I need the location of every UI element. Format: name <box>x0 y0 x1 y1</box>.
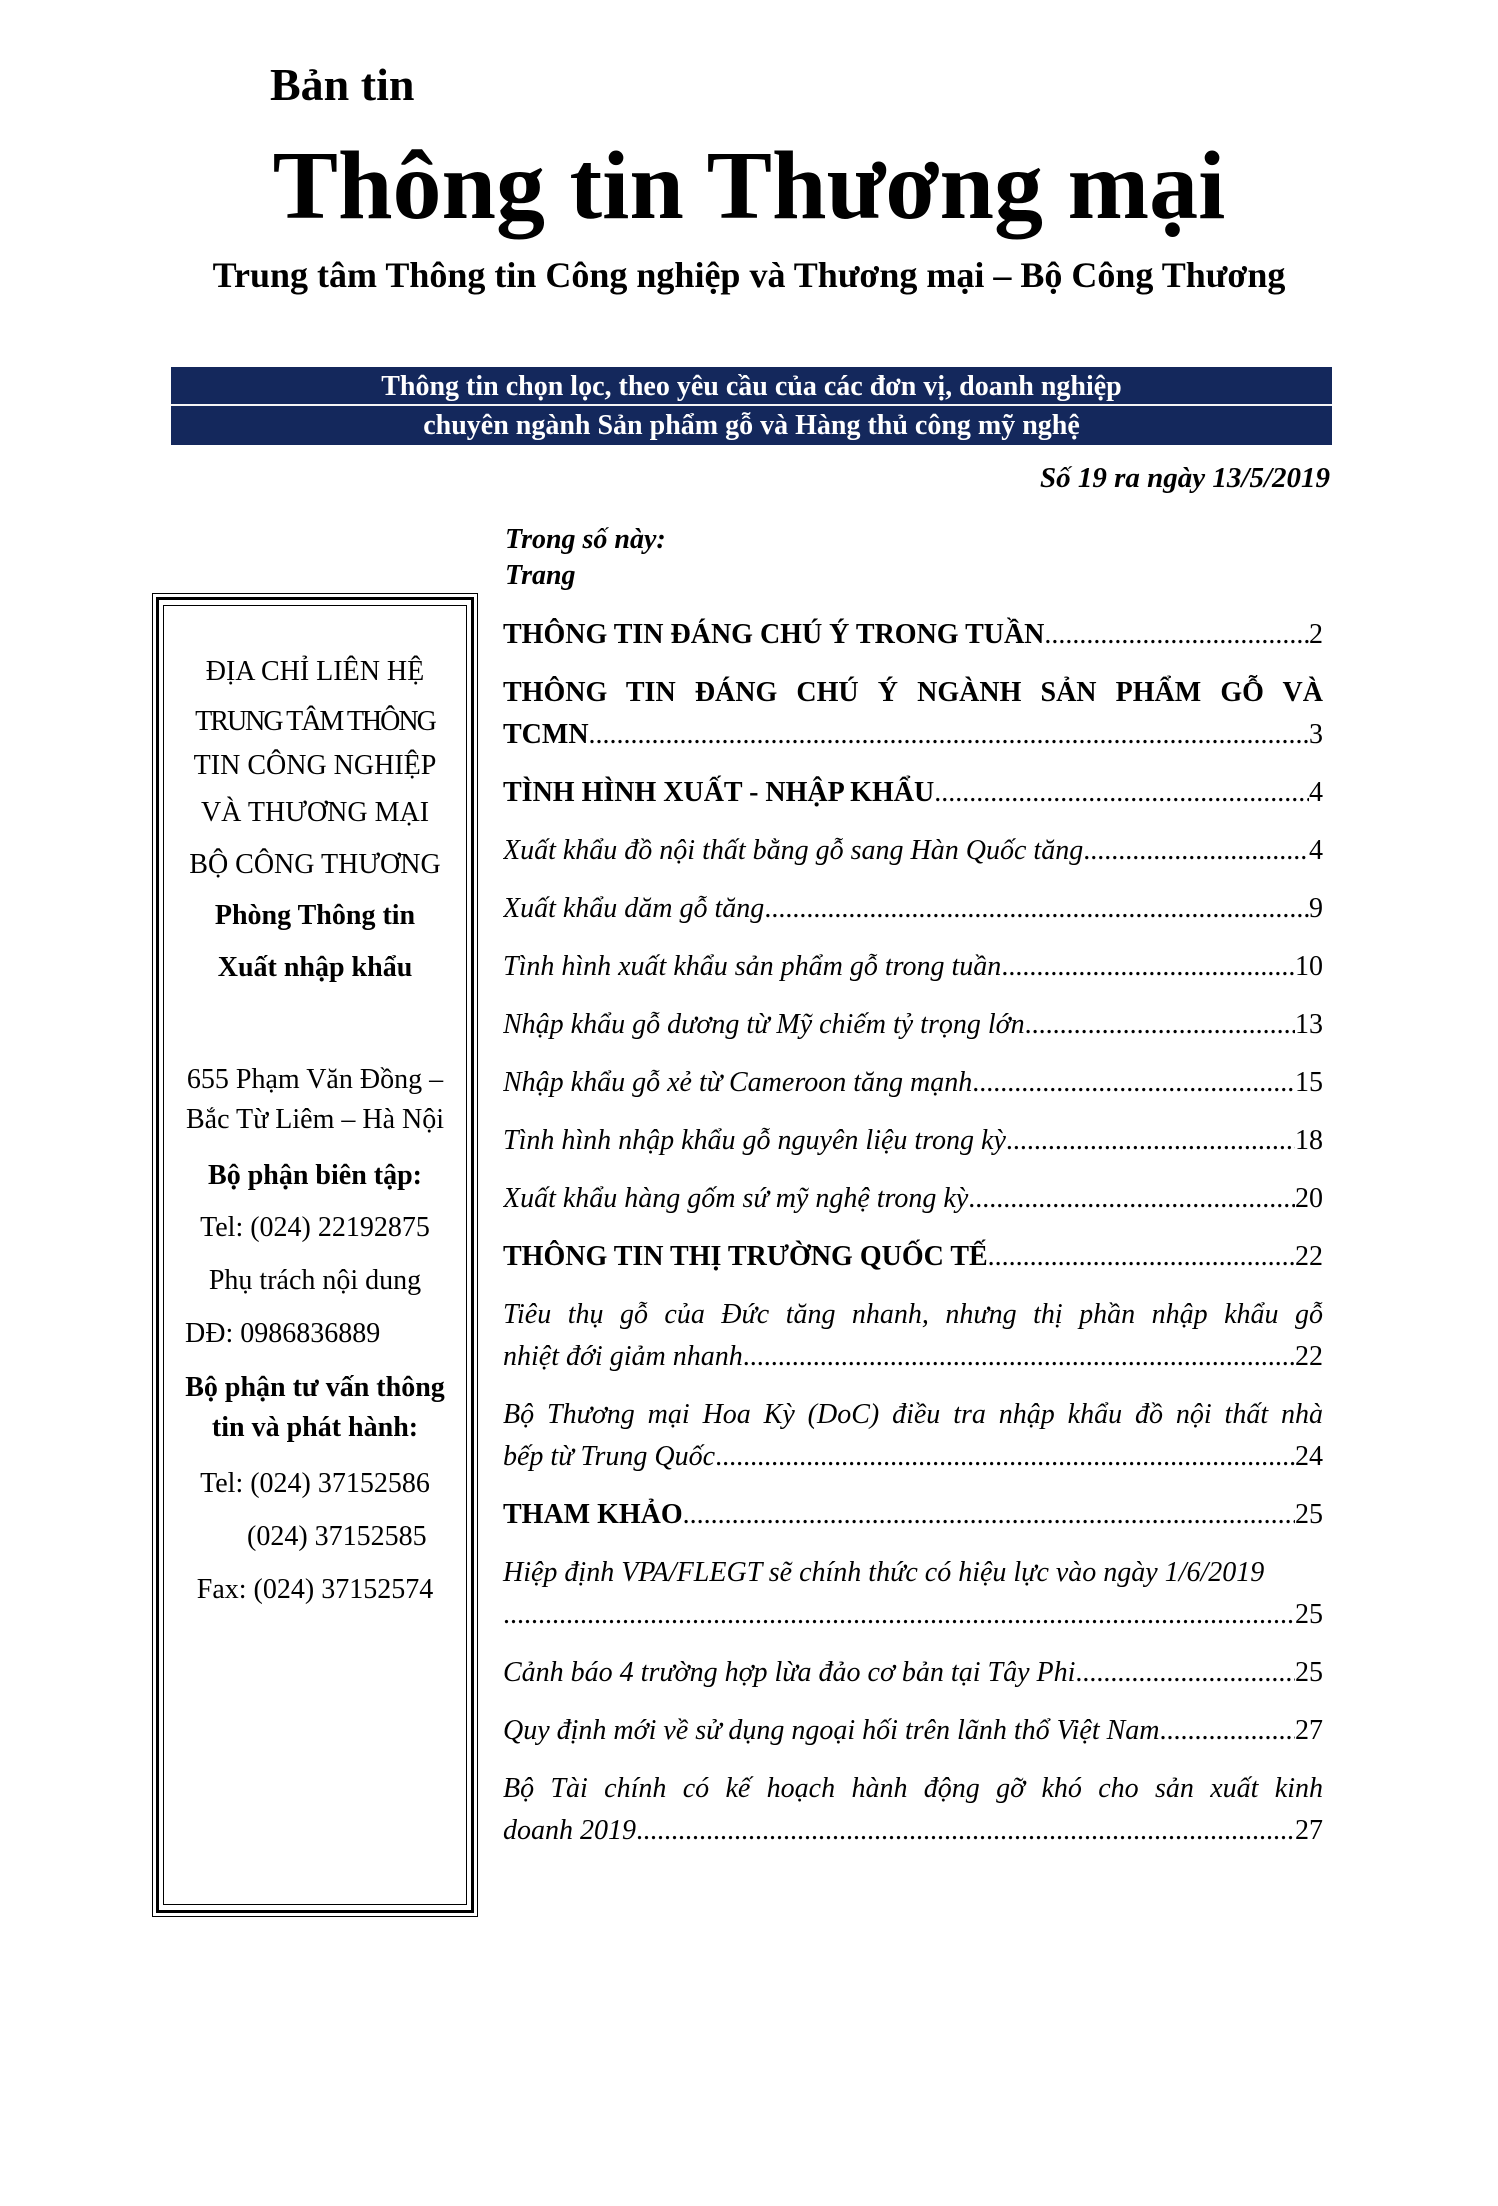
toc-item[interactable] <box>503 1768 1323 1852</box>
toc-item[interactable] <box>503 614 1323 656</box>
address-line-2: Bắc Từ Liêm – Hà Nội <box>185 1104 445 1135</box>
toc-item[interactable] <box>503 1710 1323 1752</box>
content-mobile: DĐ: 0986836889 <box>185 1318 381 1349</box>
toc-page: 13 <box>1295 1009 1323 1040</box>
toc-title-line: Bộ Tài chính có kế hoạch hành động gỡ khó cho sản xuất kinh <box>503 1773 1323 1804</box>
banner-line-2: chuyên ngành Sản phẩm gỗ và Hàng thủ công mỹ nghệ <box>423 410 1080 441</box>
toc-page: 4 <box>1309 835 1323 866</box>
toc-title: bếp từ Trung Quốc <box>503 1441 716 1472</box>
toc-page: 2 <box>1309 619 1323 650</box>
org-line-2: TIN CÔNG NGHIỆP <box>193 750 437 781</box>
toc-item[interactable] <box>503 1178 1323 1220</box>
toc-item[interactable] <box>503 1394 1323 1478</box>
toc-title: doanh 2019 <box>503 1815 636 1846</box>
contact-title: ĐỊA CHỈ LIÊN HỆ <box>205 656 425 687</box>
toc-item[interactable] <box>503 1004 1323 1046</box>
toc-page: 10 <box>1295 951 1323 982</box>
editorial-label: Bộ phận biên tập: <box>208 1160 422 1191</box>
toc-page: 27 <box>1295 1715 1323 1746</box>
toc-title: TÌNH HÌNH XUẤT - NHẬP KHẨU <box>503 777 935 808</box>
toc-page: 22 <box>1295 1341 1323 1372</box>
toc-item[interactable] <box>503 1120 1323 1162</box>
toc-item[interactable] <box>503 1294 1323 1378</box>
toc-item[interactable] <box>503 1236 1323 1278</box>
advisory-fax: Fax: (024) 37152574 <box>196 1574 434 1605</box>
publication-title: Thông tin Thương mại <box>272 132 1226 240</box>
advisory-tel-1: Tel: (024) 37152586 <box>200 1468 430 1499</box>
toc-page: 25 <box>1295 1499 1323 1530</box>
toc-title: nhiệt đới giảm nhanh <box>503 1341 743 1372</box>
toc-page: 18 <box>1295 1125 1323 1156</box>
topic-banner <box>171 367 1332 445</box>
org-line-1: TRUNG TÂM THÔNG <box>195 706 435 737</box>
toc-title: Nhập khẩu gỗ xẻ từ Cameroon tăng mạnh <box>503 1067 973 1098</box>
toc-title: THAM KHẢO <box>503 1499 683 1530</box>
toc-item[interactable] <box>503 1552 1323 1636</box>
toc-title: Tình hình nhập khẩu gỗ nguyên liệu trong kỳ <box>503 1125 1006 1156</box>
toc-item[interactable] <box>503 772 1323 814</box>
toc-title: THÔNG TIN THỊ TRƯỜNG QUỐC TẾ <box>503 1241 988 1272</box>
toc-page: 25 <box>1295 1599 1323 1630</box>
advisory-tel-2: (024) 37152585 <box>247 1521 427 1552</box>
publication-kicker: Bản tin <box>270 59 415 110</box>
org-line-4: BỘ CÔNG THƯƠNG <box>189 849 441 880</box>
content-label: Phụ trách nội dung <box>208 1265 422 1296</box>
issue-number-date: Số 19 ra ngày 13/5/2019 <box>1039 462 1330 494</box>
dept-line-2: Xuất nhập khẩu <box>217 952 413 983</box>
toc-header <box>505 522 666 594</box>
contact-sidebar <box>156 597 474 1913</box>
toc-page: 4 <box>1309 777 1323 808</box>
editorial-tel: Tel: (024) 22192875 <box>200 1212 430 1243</box>
toc-title-line: Bộ Thương mại Hoa Kỳ (DoC) điều tra nhập khẩu đồ nội thất nhà <box>503 1399 1323 1430</box>
banner-line-1: Thông tin chọn lọc, theo yêu cầu của các đơn vị, doanh nghiệp <box>171 367 1332 406</box>
toc-item[interactable] <box>503 1652 1323 1694</box>
toc-title: TCMN <box>503 719 589 750</box>
toc-title: THÔNG TIN ĐÁNG CHÚ Ý TRONG TUẦN <box>503 619 1045 650</box>
toc-title: Quy định mới về sử dụng ngoại hối trên lãnh thổ Việt Nam <box>503 1715 1160 1746</box>
toc-item[interactable] <box>503 1062 1323 1104</box>
toc-item[interactable] <box>503 1494 1323 1536</box>
toc-title: Xuất khẩu dăm gỗ tăng <box>503 893 765 924</box>
publisher-subtitle: Trung tâm Thông tin Công nghiệp và Thương mại – Bộ Công Thương <box>212 255 1286 295</box>
toc-page: 20 <box>1295 1183 1323 1214</box>
toc-title-line: THÔNG TIN ĐÁNG CHÚ Ý NGÀNH SẢN PHẨM GỖ VÀ <box>503 677 1323 708</box>
toc-item[interactable] <box>503 672 1323 756</box>
toc-page: 9 <box>1309 893 1323 924</box>
toc-header-label: Trong số này: <box>505 524 666 555</box>
advisory-label-1: Bộ phận tư vấn thông <box>185 1372 445 1403</box>
toc-title: Xuất khẩu đồ nội thất bằng gỗ sang Hàn Quốc tăng <box>503 835 1084 866</box>
toc-title: Nhập khẩu gỗ dương từ Mỹ chiếm tỷ trọng lớn <box>503 1009 1025 1040</box>
toc-title: Xuất khẩu hàng gốm sứ mỹ nghệ trong kỳ <box>503 1183 969 1214</box>
toc-page-label: Trang <box>505 560 576 591</box>
toc-page: 25 <box>1295 1657 1323 1688</box>
toc-title: Tình hình xuất khẩu sản phẩm gỗ trong tuần <box>503 951 1002 982</box>
address-line-1: 655 Phạm Văn Đồng – <box>186 1064 444 1095</box>
toc-title-line: Hiệp định VPA/FLEGT sẽ chính thức có hiệu lực vào ngày 1/6/2019 <box>503 1557 1265 1588</box>
toc-item[interactable] <box>503 888 1323 930</box>
toc-page: 24 <box>1295 1441 1323 1472</box>
advisory-label-2: tin và phát hành: <box>211 1412 419 1443</box>
toc-title: Cảnh báo 4 trường hợp lừa đảo cơ bản tại Tây Phi <box>503 1657 1076 1688</box>
toc-item[interactable] <box>503 946 1323 988</box>
toc-item[interactable] <box>503 830 1323 872</box>
dept-line-1: Phòng Thông tin <box>214 900 416 931</box>
toc-title-line: Tiêu thụ gỗ của Đức tăng nhanh, nhưng thị phần nhập khẩu gỗ <box>503 1299 1323 1330</box>
toc-page: 27 <box>1295 1815 1323 1846</box>
toc-page: 22 <box>1295 1241 1323 1272</box>
org-line-3: VÀ THƯƠNG MẠI <box>200 797 430 828</box>
toc-page: 15 <box>1295 1067 1323 1098</box>
toc-page: 3 <box>1309 719 1323 750</box>
